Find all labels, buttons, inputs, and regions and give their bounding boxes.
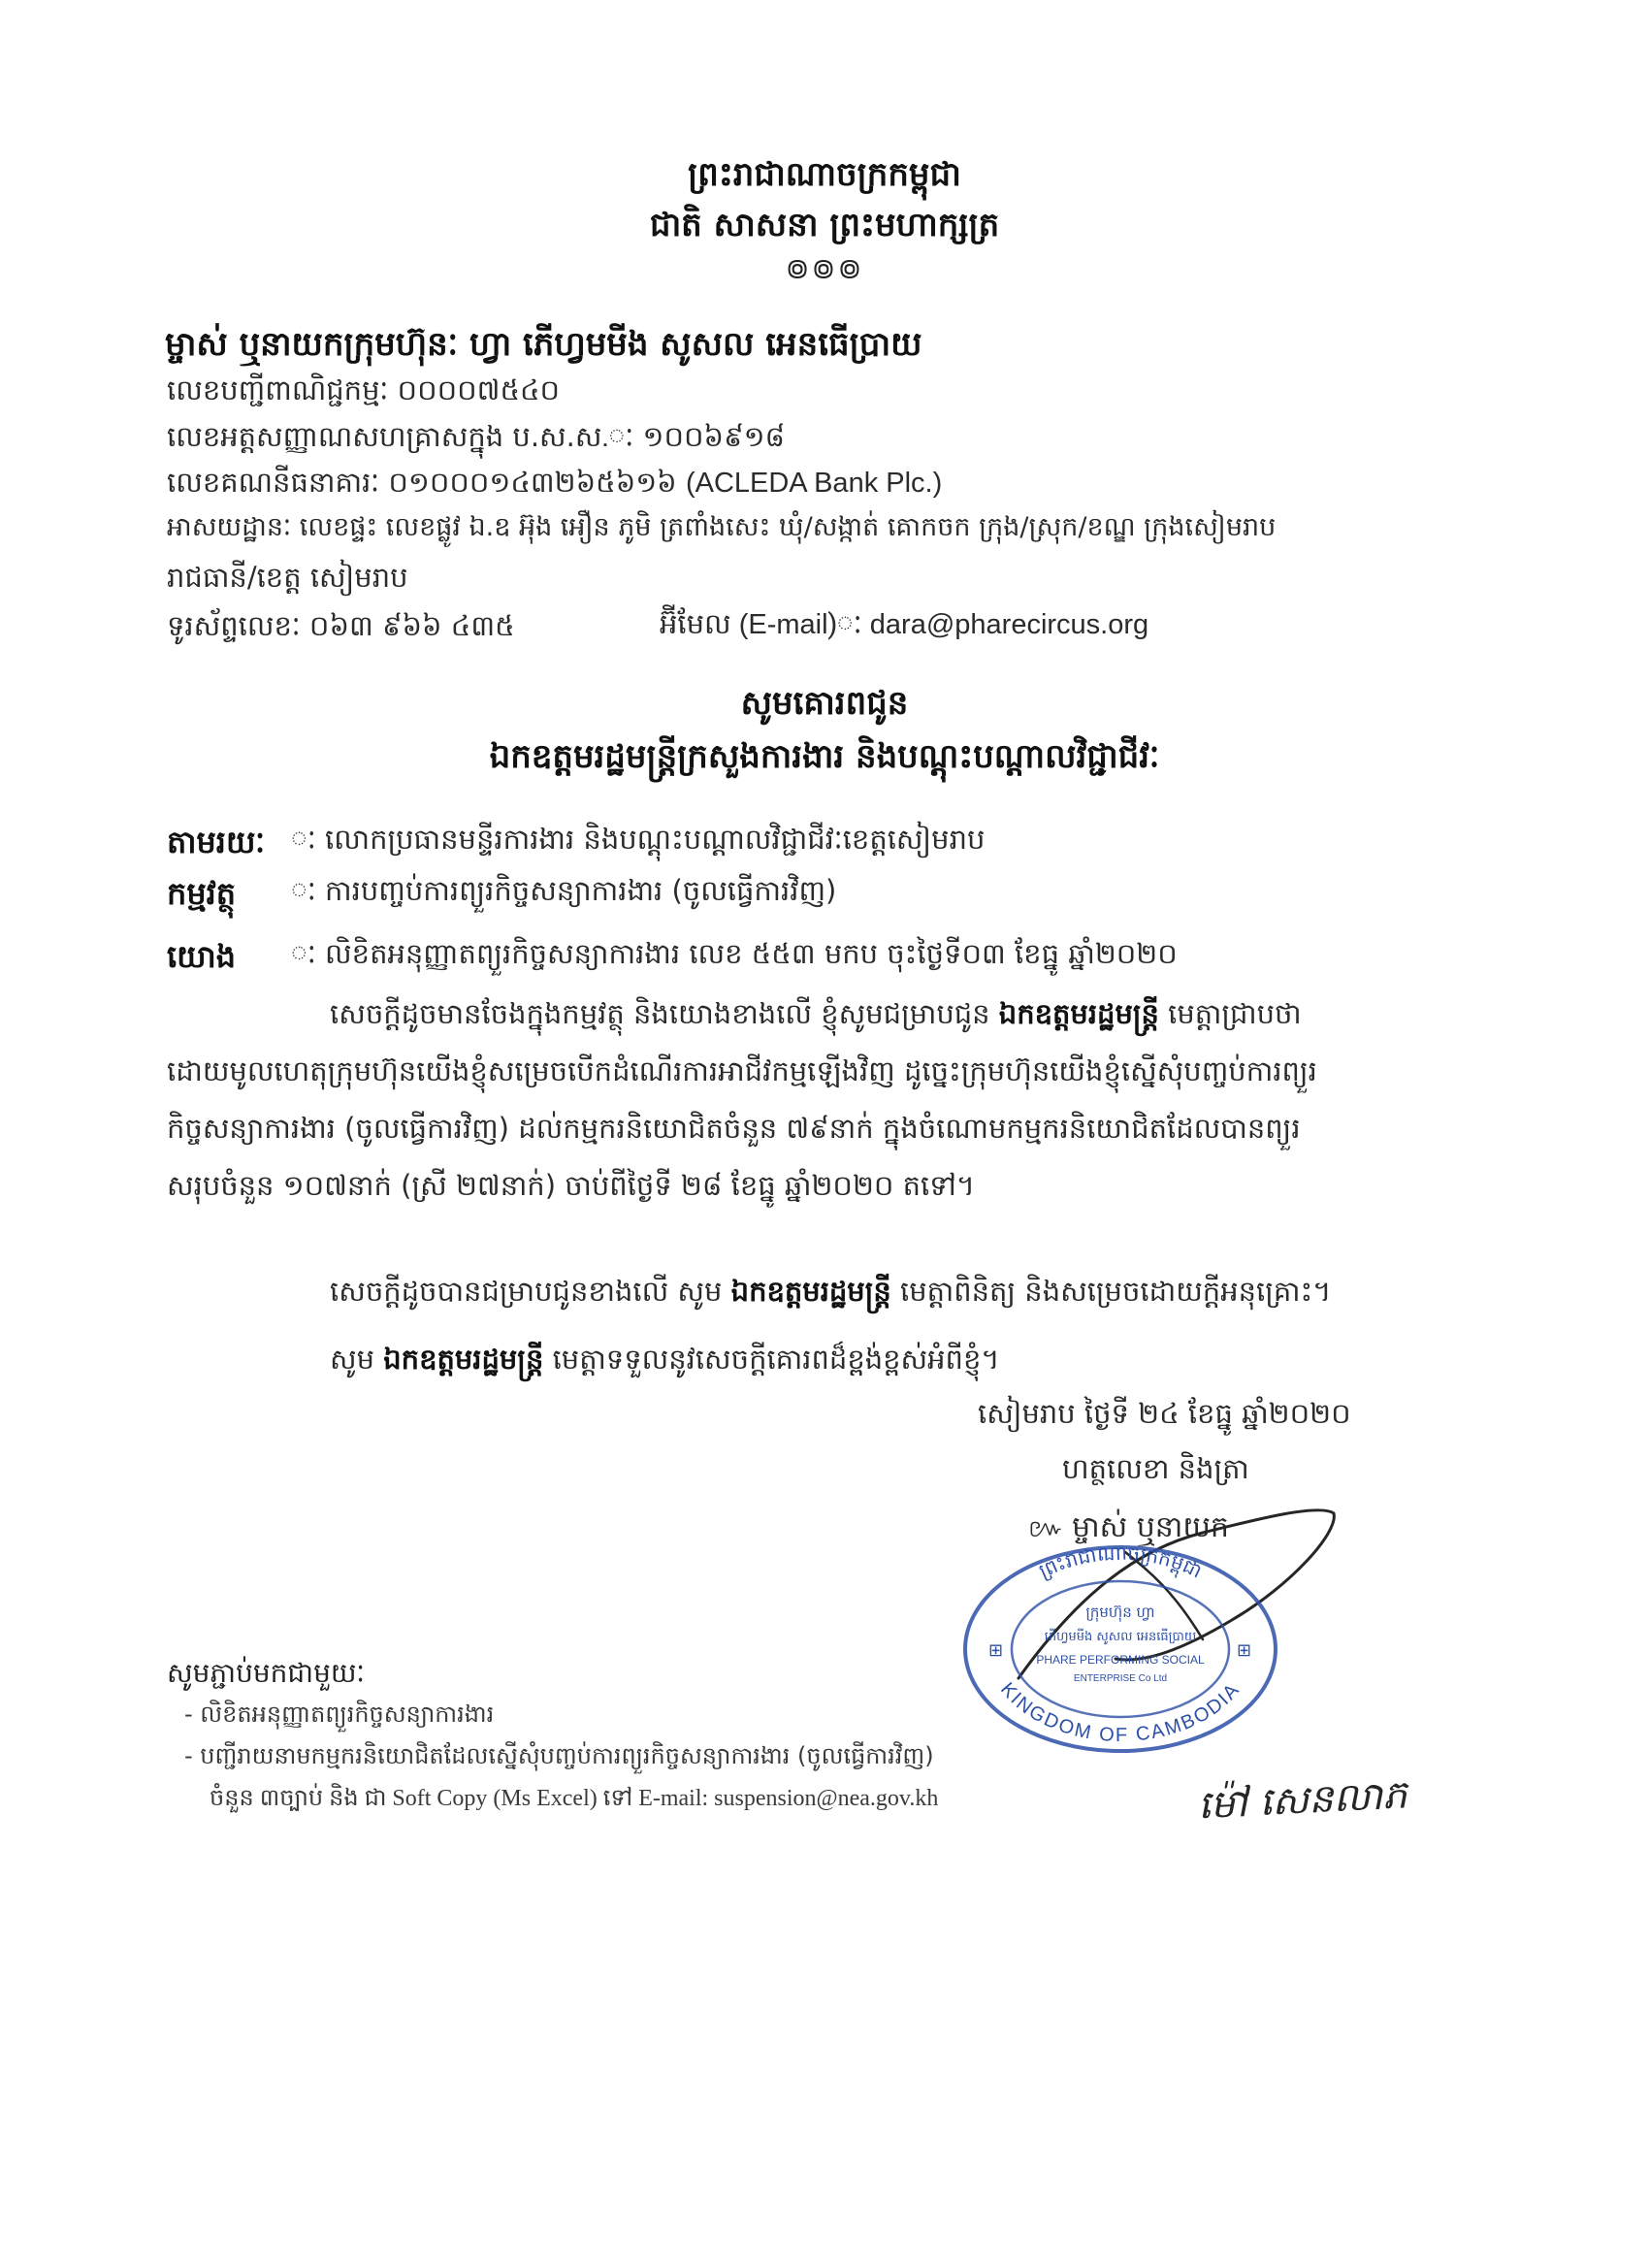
attachment-item: - បញ្ជីរាយនាមកម្មករនិយោជិតដែលស្នើសុំបញ្ចប់ការព្យួរកិច្ចសន្យាការងារ (ចូលធ្វើការវិញ): [184, 1742, 934, 1769]
address-line-2: រាជធានី/ខេត្ត សៀមរាប: [167, 561, 408, 594]
seal-inner-en-1: PHARE PERFORMING SOCIAL: [1036, 1653, 1205, 1667]
phone-number: ទូរស័ព្ទលេខៈ ០៦៣ ៩៦៦ ៤៣៥: [167, 609, 515, 642]
body-line-3: កិច្ចសន្យាការងារ (ចូលធ្វើការវិញ) ដល់កម្មករនិយោជិតចំនួន ៧៩នាក់ ក្នុងចំណោមកម្មករនិយោជិតដែលបានព្យួរ: [167, 1112, 1301, 1145]
via-label: តាមរយៈ: [167, 824, 266, 860]
address-line-1: អាសយដ្ឋានៈ លេខផ្ទះ លេខផ្លូវ ឯ.ឧ អ៊ុង អឿន ភូមិ ត្រពាំងសេះ ឃុំ/សង្កាត់ គោកចក ក្រុង/ស្រុក/ខណ្ឌ ក្រុងសៀមរាប: [167, 512, 1277, 542]
salutation: សូមគោរពជូន: [740, 684, 909, 723]
subject-label: កម្មវត្ថុ: [167, 875, 237, 912]
seal-inner-en-2: ENTERPRISE Co Ltd: [1073, 1673, 1168, 1684]
seal-star-left-icon: ⊞: [988, 1640, 1004, 1661]
bank-account: [167, 466, 942, 506]
seal-inner-kh-2: ភើហ្វមមីង សូសល អេនធើប្រាយ: [1044, 1630, 1197, 1644]
kingdom-heading: ព្រះរាជាណាចក្រកម្ពុជា: [688, 155, 961, 194]
signer-mark: ៚: [1028, 1514, 1073, 1543]
body-paragraph-3: [330, 1331, 1000, 1387]
body-paragraph-2: [330, 1263, 1331, 1319]
bank-name: (ACLEDA Bank Plc.): [685, 468, 943, 499]
body-line-2: ដោយមូលហេតុក្រុមហ៊ុនយើងខ្ញុំសម្រេចបើកដំណើរការអាជីវកម្មឡើងវិញ ដូច្នេះក្រុមហ៊ុនយើងខ្ញុំស្នើសុំបញ្ចប់ការព្យួរ: [167, 1054, 1317, 1087]
minister-title-1: ឯកឧត្តមរដ្ឋមន្ត្រី: [998, 997, 1159, 1030]
attachment-note: ចំនួន ៣ច្បាប់ និង ជា Soft Copy (Ms Excel) ទៅ E-mail: suspension@nea.gov.kh: [210, 1786, 939, 1811]
bank-account-number: លេខគណនីធនាគារៈ ០១០០០១៤៣២៦៥៦១៦: [167, 466, 677, 499]
seal-inner-kh-1: ក្រុមហ៊ុន ហ្វា: [1085, 1604, 1155, 1621]
p2-text-a: សេចក្តីដូចបានជម្រាបជូនខាងលើ សូម: [330, 1275, 731, 1308]
email-address: អ៊ីមែល (E-mail)ៈ dara@pharecircus.org: [660, 609, 1149, 640]
subject-value: ៈ ការបញ្ចប់ការព្យួរកិច្ចសន្យាការងារ (ចូលធ្វើការវិញ): [291, 874, 837, 907]
registration-number: លេខបញ្ជីពាណិជ្ជកម្មៈ ០០០០៧៥៤០: [167, 373, 561, 406]
signature-label: ហត្ថលេខា និងត្រា: [1062, 1452, 1249, 1485]
body-line-1: [330, 986, 1302, 1042]
p2-text-c: មេត្តាពិនិត្យ និងសម្រេចដោយក្តីអនុគ្រោះ។: [890, 1275, 1332, 1308]
svg-text:ព្រះរាជាណាចក្រកម្ពុជា: [1036, 1543, 1205, 1583]
seal-bottom-text: KINGDOM OF CAMBODIA: [996, 1678, 1245, 1747]
ornament: ៙៙៙: [785, 252, 864, 286]
minister-title-3: ឯកឧត្តមរដ្ឋមន្ត្រី: [383, 1343, 544, 1376]
company-seal: [955, 1538, 1285, 1761]
seal-star-right-icon: ⊞: [1237, 1640, 1252, 1661]
recipient-title: ឯកឧត្តមរដ្ឋមន្ត្រីក្រសួងការងារ និងបណ្តុះបណ្តាលវិជ្ជាជីវៈ: [489, 737, 1160, 776]
nssf-number: លេខអត្តសញ្ញាណសហគ្រាសក្នុង ប.ស.ស.ៈ ១០០៦៩១៨: [167, 420, 786, 453]
reference-label: យោង: [167, 938, 237, 975]
handwritten-name: ម៉ៅ សេនលាភ: [1196, 1772, 1408, 1829]
body-line-1-text: សេចក្តីដូចមានចែងក្នុងកម្មវត្ថុ និងយោងខាងលើ ខ្ញុំសូមជម្រាបជូន: [330, 997, 999, 1030]
body-line-4: សរុបចំនួន ១០៧នាក់ (ស្រី ២៧នាក់) ចាប់ពីថ្ងៃទី ២៨ ខែធ្នូ ឆ្នាំ២០២០ តទៅ។: [167, 1169, 975, 1202]
attachment-item: - លិខិតអនុញ្ញាតព្យួរកិច្ចសន្យាការងារ: [184, 1701, 495, 1728]
seal-top-text: ព្រះរាជាណាចក្រកម្ពុជា: [1036, 1542, 1206, 1583]
body-line-1-end: មេត្តាជ្រាបថា: [1158, 997, 1302, 1030]
signer-role-text: ម្ចាស់ ឬនាយក: [1072, 1510, 1229, 1544]
signature-date: សៀមរាប ថ្ងៃទី ២៤ ខែធ្នូ ឆ្នាំ២០២០: [978, 1397, 1351, 1430]
p3-text-c: មេត្តាទទួលនូវសេចក្តីគោរពដ៏ខ្ពង់ខ្ពស់អំពីខ្ញុំ។: [543, 1343, 1000, 1376]
attachments-title: សូមភ្ជាប់មកជាមួយៈ: [167, 1657, 366, 1689]
via-value: ៈ លោកប្រធានមន្ទីរការងារ និងបណ្តុះបណ្តាលវិជ្ជាជីវៈខេត្តសៀមរាប: [291, 823, 986, 856]
motto-heading: ជាតិ សាសនា ព្រះមហាក្សត្រ: [649, 206, 1000, 244]
company-name: ម្ចាស់ ឬនាយកក្រុមហ៊ុនៈ ហ្វា ភើហ្វមមីង សូសល អេនធើប្រាយ: [165, 325, 922, 364]
reference-value: ៈ លិខិតអនុញ្ញាតព្យួរកិច្ចសន្យាការងារ លេខ ៥៥៣ មកប ចុះថ្ងៃទី០៣ ខែធ្នូ ឆ្នាំ២០២០: [291, 937, 1178, 970]
minister-title-2: ឯកឧត្តមរដ្ឋមន្ត្រី: [730, 1275, 891, 1308]
p3-text-a: សូម: [330, 1343, 384, 1376]
